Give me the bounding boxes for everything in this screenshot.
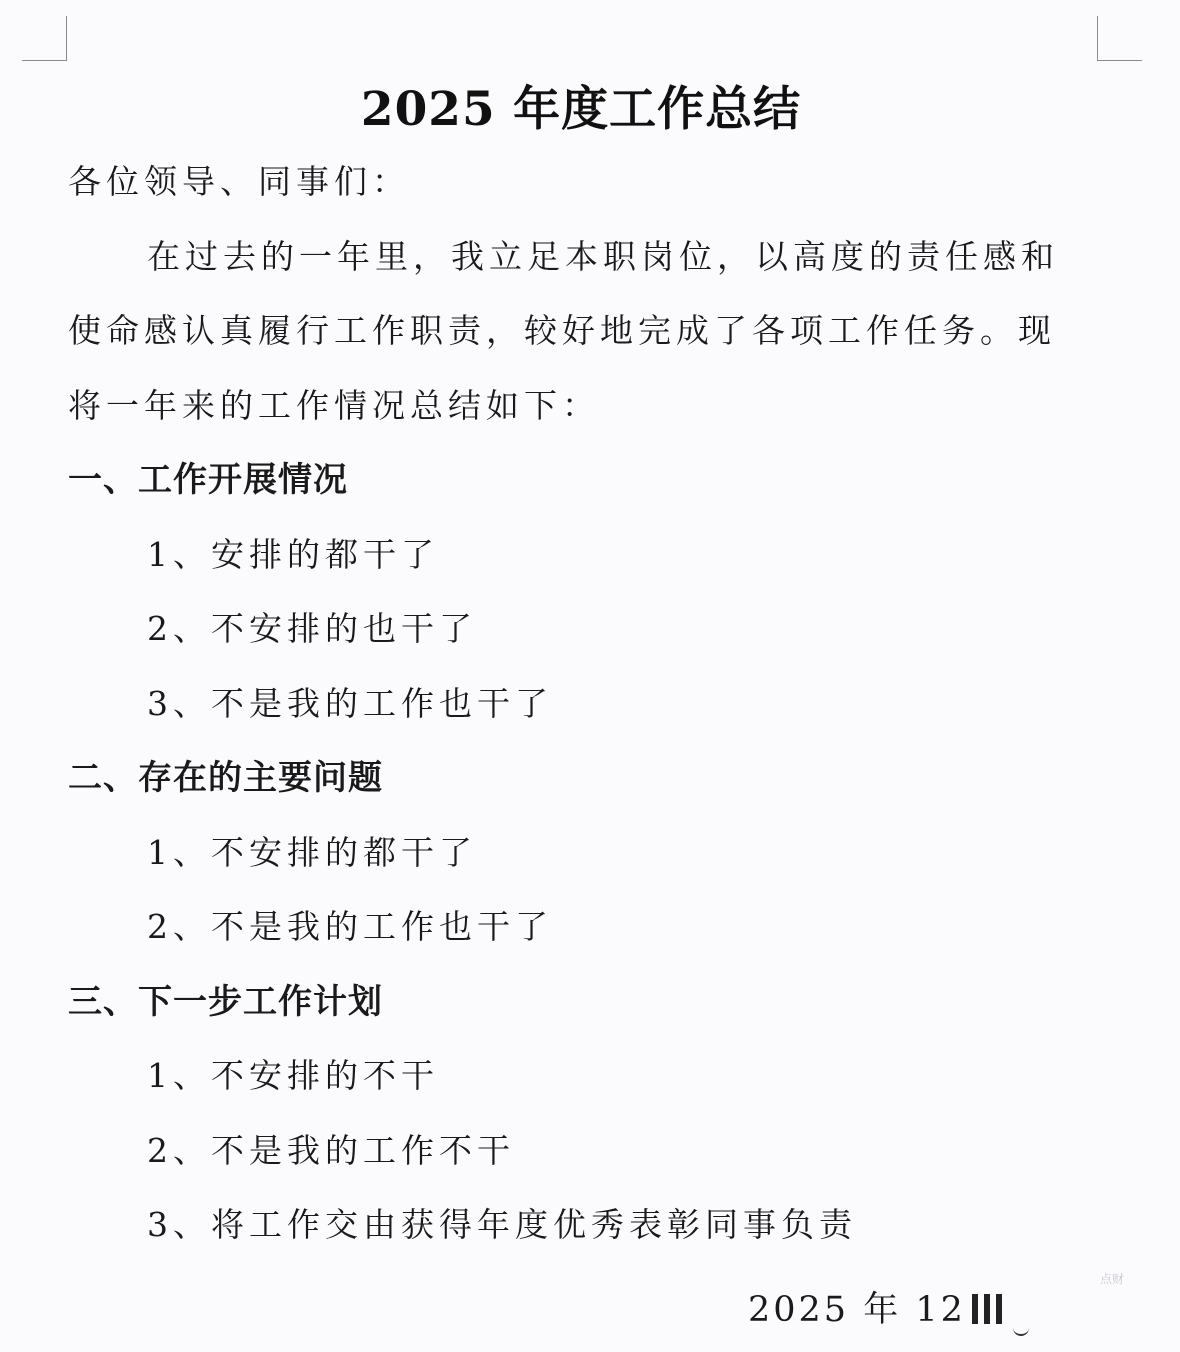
section-1-item-2: 2、不安排的也干了: [147, 609, 477, 648]
document-title: 2025 年度工作总结: [360, 82, 802, 137]
section-2-item-1: 1、不安排的都干了: [147, 833, 477, 872]
greeting: 各位领导、同事们：: [68, 162, 410, 201]
section-1-item-1: 1、安排的都干了: [147, 535, 439, 574]
section-3-item-3: 3、将工作交由获得年度优秀表彰同事负责: [147, 1205, 857, 1244]
watermark: 点财: [1100, 1272, 1125, 1286]
intro-line-3: 将一年来的工作情况总结如下：: [68, 386, 600, 425]
page-corner-mark-top-left: [22, 16, 67, 61]
date-cutoff-mark: [996, 1294, 1002, 1324]
section-heading-3: 三、下一步工作计划: [68, 982, 383, 1022]
watermark-logo-icon: [1013, 1326, 1029, 1336]
intro-line-1: 在过去的一年里，我立足本职岗位，以高度的责任感和: [147, 237, 1059, 276]
document-date: [748, 1282, 1002, 1332]
date-cutoff-mark: [972, 1294, 978, 1324]
intro-line-2: 使命感认真履行工作职责，较好地完成了各项工作任务。现: [68, 311, 1056, 350]
section-1-item-3: 3、不是我的工作也干了: [147, 684, 553, 723]
date-cutoff-mark: [984, 1294, 990, 1324]
section-heading-2: 二、存在的主要问题: [68, 758, 383, 798]
section-3-item-2: 2、不是我的工作不干: [147, 1131, 515, 1170]
section-heading-1: 一、工作开展情况: [68, 460, 348, 500]
section-2-item-2: 2、不是我的工作也干了: [147, 907, 553, 946]
date-text: 2025 年 12: [748, 1290, 966, 1330]
section-3-item-1: 1、不安排的不干: [147, 1056, 439, 1095]
page-corner-mark-top-right: [1097, 16, 1142, 61]
